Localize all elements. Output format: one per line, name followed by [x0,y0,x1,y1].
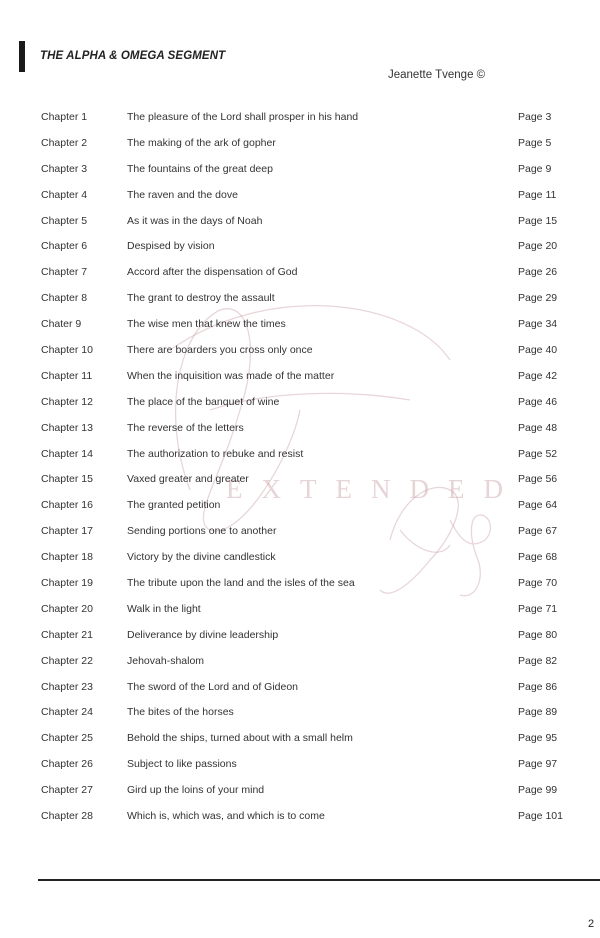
page-reference: Page 52 [518,447,558,460]
chapter-label: Chapter 6 [41,240,88,253]
toc-row [0,130,600,156]
chapter-title: Accord after the dispensation of God [127,266,298,279]
page-reference: Page 5 [518,136,552,149]
chapter-title: The grant to destroy the assault [127,292,275,305]
page-reference: Page 9 [518,162,552,175]
chapter-title: Victory by the divine candlestick [127,551,276,564]
chapter-label: Chapter 17 [41,525,93,538]
chapter-title: The raven and the dove [127,188,238,201]
page-reference: Page 70 [518,577,558,590]
page-reference: Page 3 [518,111,552,123]
toc-row [0,544,600,570]
toc-row [0,233,600,259]
page-reference: Page 42 [518,369,558,382]
chapter-label: Chapter 23 [41,680,93,693]
page-reference: Page 80 [518,628,558,641]
page-reference: Page 34 [518,318,558,331]
footer-divider [38,879,600,881]
chapter-title: Jehovah-shalom [127,654,205,667]
chapter-label: Chapter 4 [41,188,88,201]
chapter-label: Chapter 18 [41,551,93,564]
page-number: 2 [588,918,595,930]
chapter-title: When the inquisition was made of the matter [127,369,335,382]
chapter-label: Chapter 26 [41,758,93,771]
chapter-label: Chapter 22 [41,654,93,667]
chapter-title: As it was in the days of Noah [127,214,263,227]
toc-row [0,751,600,777]
toc-row [0,725,600,751]
chapter-label: Chapter 16 [41,499,93,512]
page-reference: Page 86 [518,680,558,693]
chapter-label: Chapter 15 [41,473,93,486]
toc-row [0,518,600,544]
toc-row [0,648,600,674]
page-reference: Page 15 [518,214,558,227]
toc-row [0,415,600,441]
toc-row [0,777,600,803]
page-reference: Page 82 [518,654,558,667]
page-reference: Page 56 [518,473,558,486]
toc-row [0,492,600,518]
page-reference: Page 71 [518,602,558,615]
chapter-title: The place of the banquet of wine [127,395,280,408]
chapter-label: Chapter 11 [41,369,93,382]
toc-row [0,285,600,311]
table-of-contents [0,104,600,829]
toc-row [0,208,600,234]
chapter-label: Chapter 5 [41,214,88,227]
chapter-title: Gird up the loins of your mind [127,784,265,797]
toc-row [0,337,600,363]
toc-row [0,596,600,622]
chapter-title: Behold the ships, turned about with a small helm [127,732,353,745]
toc-row [0,803,600,829]
chapter-label: Chapter 1 [41,111,88,123]
chapter-title: The authorization to rebuke and resist [127,447,304,460]
page-reference: Page 29 [518,292,558,305]
page-reference: Page 11 [518,188,557,201]
chapter-label: Chapter 25 [41,732,93,745]
chapter-title: The sword of the Lord and of Gideon [127,680,299,693]
chapter-label: Chapter 14 [41,447,93,460]
chapter-title: Vaxed greater and greater [127,473,249,486]
chapter-label: Chapter 3 [41,162,88,175]
page-reference: Page 68 [518,551,558,564]
toc-row [0,441,600,467]
chapter-title: The tribute upon the land and the isles of the sea [127,577,355,590]
page-reference: Page 101 [518,810,563,823]
toc-row [0,182,600,208]
toc-row [0,622,600,648]
toc-row [0,466,600,492]
chapter-title: The bites of the horses [127,706,234,719]
page-reference: Page 97 [518,758,558,771]
chapter-title: The granted petition [127,499,221,512]
chapter-title: Deliverance by divine leadership [127,628,279,641]
chapter-title: There are boarders you cross only once [127,344,313,357]
chapter-title: The reverse of the letters [127,421,244,434]
chapter-title: The pleasure of the Lord shall prosper in his hand [127,111,359,123]
toc-row [0,156,600,182]
page-reference: Page 20 [518,240,558,253]
page-reference: Page 89 [518,706,558,719]
toc-row [0,363,600,389]
page-reference: Page 99 [518,784,558,797]
chapter-label: Chapter 24 [41,706,93,719]
toc-row [0,259,600,285]
page-reference: Page 48 [518,421,558,434]
watermark-text: EXTENDED [226,474,522,504]
chapter-label: Chater 9 [41,318,82,331]
chapter-title: Despised by vision [127,240,215,253]
chapter-label: Chapter 10 [41,344,93,357]
chapter-label: Chapter 27 [41,784,93,797]
chapter-label: Chapter 8 [41,292,88,305]
author-credit: Jeanette Tvenge © [388,69,486,81]
toc-row [0,311,600,337]
page-title: THE ALPHA & OMEGA SEGMENT [40,50,226,62]
toc-row [0,699,600,725]
chapter-label: Chapter 13 [41,421,93,434]
toc-row [0,104,600,130]
chapter-title: Subject to like passions [127,758,237,771]
toc-row [0,674,600,700]
page-reference: Page 95 [518,732,558,745]
chapter-title: Sending portions one to another [127,525,277,538]
chapter-label: Chapter 19 [41,577,93,590]
chapter-title: The fountains of the great deep [127,162,273,175]
header-accent-bar [19,41,25,72]
chapter-label: Chapter 28 [41,810,93,823]
chapter-label: Chapter 20 [41,602,93,615]
chapter-title: Walk in the light [127,602,201,615]
chapter-label: Chapter 12 [41,395,93,408]
page-reference: Page 46 [518,395,558,408]
chapter-label: Chapter 21 [41,628,93,641]
toc-row [0,570,600,596]
page-reference: Page 67 [518,525,558,538]
page-reference: Page 26 [518,266,558,279]
chapter-title: The wise men that knew the times [127,318,286,331]
page-reference: Page 64 [518,499,558,512]
toc-row [0,389,600,415]
chapter-label: Chapter 2 [41,136,88,149]
chapter-title: The making of the ark of gopher [127,136,276,149]
chapter-title: Which is, which was, and which is to come [127,810,325,823]
page-reference: Page 40 [518,344,558,357]
chapter-label: Chapter 7 [41,266,88,279]
